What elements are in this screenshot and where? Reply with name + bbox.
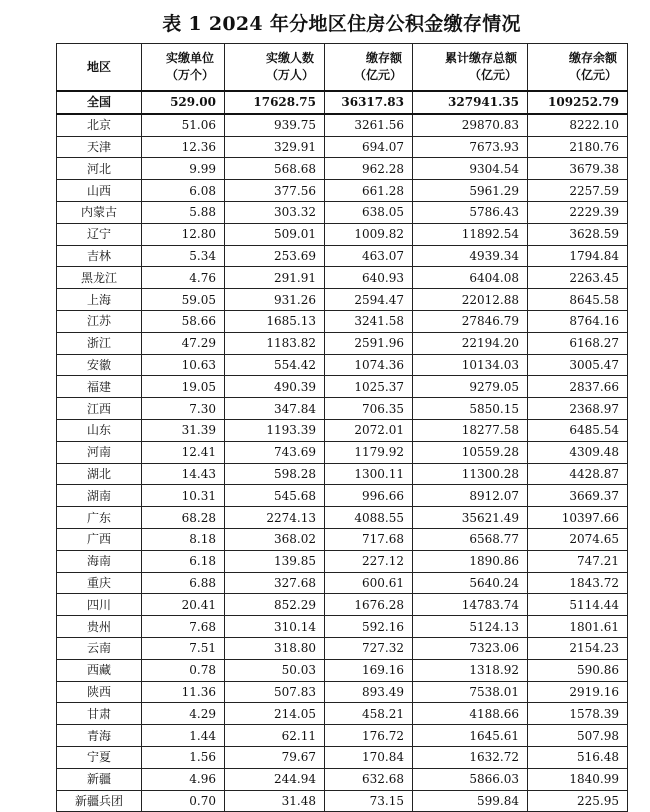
cell-balance: 6485.54 (528, 419, 628, 441)
cell-region: 北京 (57, 114, 142, 136)
cell-total: 10559.28 (413, 441, 528, 463)
cell-total: 18277.58 (413, 419, 528, 441)
cell-balance: 109252.79 (528, 91, 628, 114)
cell-region: 湖北 (57, 463, 142, 485)
cell-region: 河南 (57, 441, 142, 463)
cell-total: 11892.54 (413, 223, 528, 245)
cell-balance: 2154.23 (528, 637, 628, 659)
cell-total: 327941.35 (413, 91, 528, 114)
cell-amount: 640.93 (325, 267, 413, 289)
cell-units: 59.05 (142, 289, 225, 311)
cell-balance: 1794.84 (528, 245, 628, 267)
cell-total: 7538.01 (413, 681, 528, 703)
table-row (57, 289, 628, 311)
cell-amount: 893.49 (325, 681, 413, 703)
cell-balance: 516.48 (528, 746, 628, 768)
header-row (57, 44, 628, 92)
cell-total: 5786.43 (413, 201, 528, 223)
table-row (57, 332, 628, 354)
cell-balance: 8645.58 (528, 289, 628, 311)
cell-total: 22012.88 (413, 289, 528, 311)
cell-region: 安徽 (57, 354, 142, 376)
table-row (57, 725, 628, 747)
cell-balance: 10397.66 (528, 507, 628, 529)
header-region: 地区 (57, 44, 142, 92)
cell-people: 17628.75 (225, 91, 325, 114)
cell-units: 6.18 (142, 550, 225, 572)
table-row (57, 681, 628, 703)
cell-units: 9.99 (142, 158, 225, 180)
cell-people: 1193.39 (225, 419, 325, 441)
cell-balance: 2368.97 (528, 398, 628, 420)
table-row (57, 572, 628, 594)
cell-region: 山东 (57, 419, 142, 441)
cell-units: 68.28 (142, 507, 225, 529)
header-amount: 缴存额 （亿元） (325, 44, 413, 92)
cell-region: 贵州 (57, 616, 142, 638)
cell-total: 5124.13 (413, 616, 528, 638)
cell-region: 湖南 (57, 485, 142, 507)
cell-total: 14783.74 (413, 594, 528, 616)
cell-total: 27846.79 (413, 310, 528, 332)
cell-units: 7.51 (142, 637, 225, 659)
cell-balance: 2257.59 (528, 180, 628, 202)
cell-units: 10.63 (142, 354, 225, 376)
cell-total: 9304.54 (413, 158, 528, 180)
cell-amount: 2072.01 (325, 419, 413, 441)
header-people: 实缴人数 （万人） (225, 44, 325, 92)
table-row (57, 485, 628, 507)
cell-units: 14.43 (142, 463, 225, 485)
table-row-national (57, 91, 628, 114)
cell-total: 6568.77 (413, 528, 528, 550)
cell-region: 宁夏 (57, 746, 142, 768)
cell-region: 黑龙江 (57, 267, 142, 289)
cell-region: 重庆 (57, 572, 142, 594)
cell-region: 甘肃 (57, 703, 142, 725)
cell-units: 51.06 (142, 114, 225, 136)
table-row (57, 419, 628, 441)
cell-amount: 1009.82 (325, 223, 413, 245)
table-row (57, 768, 628, 790)
cell-people: 244.94 (225, 768, 325, 790)
table-row (57, 245, 628, 267)
cell-people: 931.26 (225, 289, 325, 311)
cell-balance: 3628.59 (528, 223, 628, 245)
cell-people: 1183.82 (225, 332, 325, 354)
cell-balance: 1801.61 (528, 616, 628, 638)
cell-people: 318.80 (225, 637, 325, 659)
cell-region: 山西 (57, 180, 142, 202)
cell-people: 50.03 (225, 659, 325, 681)
cell-people: 1685.13 (225, 310, 325, 332)
cell-balance: 1840.99 (528, 768, 628, 790)
cell-amount: 592.16 (325, 616, 413, 638)
cell-units: 5.88 (142, 201, 225, 223)
cell-amount: 4088.55 (325, 507, 413, 529)
table-body (57, 91, 628, 812)
cell-people: 509.01 (225, 223, 325, 245)
cell-units: 5.34 (142, 245, 225, 267)
cell-region: 内蒙古 (57, 201, 142, 223)
cell-amount: 176.72 (325, 725, 413, 747)
cell-region: 新疆 (57, 768, 142, 790)
cell-total: 11300.28 (413, 463, 528, 485)
cell-units: 1.44 (142, 725, 225, 747)
cell-units: 6.08 (142, 180, 225, 202)
cell-total: 6404.08 (413, 267, 528, 289)
table-row (57, 398, 628, 420)
cell-amount: 170.84 (325, 746, 413, 768)
cell-units: 0.78 (142, 659, 225, 681)
cell-units: 0.70 (142, 790, 225, 812)
cell-amount: 661.28 (325, 180, 413, 202)
cell-total: 5640.24 (413, 572, 528, 594)
cell-total: 4939.34 (413, 245, 528, 267)
cell-region: 江苏 (57, 310, 142, 332)
cell-total: 8912.07 (413, 485, 528, 507)
table-row (57, 507, 628, 529)
table-row (57, 354, 628, 376)
cell-region: 海南 (57, 550, 142, 572)
cell-people: 303.32 (225, 201, 325, 223)
table-row (57, 223, 628, 245)
cell-region: 辽宁 (57, 223, 142, 245)
cell-balance: 507.98 (528, 725, 628, 747)
cell-amount: 463.07 (325, 245, 413, 267)
cell-balance: 1578.39 (528, 703, 628, 725)
cell-units: 4.29 (142, 703, 225, 725)
cell-people: 2274.13 (225, 507, 325, 529)
cell-people: 743.69 (225, 441, 325, 463)
cell-units: 6.88 (142, 572, 225, 594)
cell-units: 47.29 (142, 332, 225, 354)
cell-region: 浙江 (57, 332, 142, 354)
cell-amount: 36317.83 (325, 91, 413, 114)
cell-units: 19.05 (142, 376, 225, 398)
cell-units: 10.31 (142, 485, 225, 507)
cell-total: 35621.49 (413, 507, 528, 529)
cell-amount: 706.35 (325, 398, 413, 420)
cell-total: 1890.86 (413, 550, 528, 572)
cell-units: 7.68 (142, 616, 225, 638)
cell-units: 7.30 (142, 398, 225, 420)
header-total: 累计缴存总额 （亿元） (413, 44, 528, 92)
cell-people: 368.02 (225, 528, 325, 550)
cell-total: 7673.93 (413, 136, 528, 158)
table-row (57, 659, 628, 681)
cell-balance: 2180.76 (528, 136, 628, 158)
cell-total: 5866.03 (413, 768, 528, 790)
table-row (57, 267, 628, 289)
cell-people: 568.68 (225, 158, 325, 180)
cell-amount: 717.68 (325, 528, 413, 550)
cell-amount: 3261.56 (325, 114, 413, 136)
table-row (57, 376, 628, 398)
table-row (57, 310, 628, 332)
cell-units: 12.36 (142, 136, 225, 158)
cell-units: 4.76 (142, 267, 225, 289)
cell-region: 新疆兵团 (57, 790, 142, 812)
housing-fund-table (56, 43, 628, 812)
cell-amount: 694.07 (325, 136, 413, 158)
table-header (57, 44, 628, 92)
cell-region: 吉林 (57, 245, 142, 267)
cell-region: 天津 (57, 136, 142, 158)
cell-total: 1632.72 (413, 746, 528, 768)
cell-people: 62.11 (225, 725, 325, 747)
table-row (57, 637, 628, 659)
cell-people: 554.42 (225, 354, 325, 376)
cell-amount: 1676.28 (325, 594, 413, 616)
cell-units: 1.56 (142, 746, 225, 768)
table-row (57, 594, 628, 616)
cell-amount: 996.66 (325, 485, 413, 507)
cell-region: 广东 (57, 507, 142, 529)
cell-people: 329.91 (225, 136, 325, 158)
cell-amount: 3241.58 (325, 310, 413, 332)
cell-balance: 2263.45 (528, 267, 628, 289)
table-row (57, 463, 628, 485)
cell-people: 507.83 (225, 681, 325, 703)
cell-balance: 2919.16 (528, 681, 628, 703)
table-row (57, 158, 628, 180)
header-balance: 缴存余额 （亿元） (528, 44, 628, 92)
cell-balance: 747.21 (528, 550, 628, 572)
cell-amount: 1074.36 (325, 354, 413, 376)
cell-total: 7323.06 (413, 637, 528, 659)
cell-amount: 600.61 (325, 572, 413, 594)
cell-total: 4188.66 (413, 703, 528, 725)
cell-units: 12.41 (142, 441, 225, 463)
cell-units: 12.80 (142, 223, 225, 245)
cell-balance: 2837.66 (528, 376, 628, 398)
cell-amount: 1179.92 (325, 441, 413, 463)
cell-balance: 5114.44 (528, 594, 628, 616)
table-row (57, 790, 628, 812)
table-row (57, 114, 628, 136)
cell-people: 31.48 (225, 790, 325, 812)
cell-balance: 3669.37 (528, 485, 628, 507)
cell-balance: 2229.39 (528, 201, 628, 223)
cell-region: 江西 (57, 398, 142, 420)
cell-people: 79.67 (225, 746, 325, 768)
cell-balance: 4428.87 (528, 463, 628, 485)
cell-total: 9279.05 (413, 376, 528, 398)
cell-people: 545.68 (225, 485, 325, 507)
cell-people: 139.85 (225, 550, 325, 572)
cell-amount: 1300.11 (325, 463, 413, 485)
cell-amount: 227.12 (325, 550, 413, 572)
table-row (57, 616, 628, 638)
table-row (57, 201, 628, 223)
header-units: 实缴单位 （万个） (142, 44, 225, 92)
cell-total: 10134.03 (413, 354, 528, 376)
cell-amount: 458.21 (325, 703, 413, 725)
cell-amount: 638.05 (325, 201, 413, 223)
cell-balance: 1843.72 (528, 572, 628, 594)
cell-people: 939.75 (225, 114, 325, 136)
cell-region: 西藏 (57, 659, 142, 681)
cell-units: 58.66 (142, 310, 225, 332)
table-row (57, 746, 628, 768)
cell-balance: 8222.10 (528, 114, 628, 136)
table-row (57, 550, 628, 572)
cell-balance: 8764.16 (528, 310, 628, 332)
cell-region: 全国 (57, 91, 142, 114)
cell-region: 河北 (57, 158, 142, 180)
cell-total: 22194.20 (413, 332, 528, 354)
cell-total: 1318.92 (413, 659, 528, 681)
cell-people: 214.05 (225, 703, 325, 725)
cell-units: 31.39 (142, 419, 225, 441)
cell-region: 四川 (57, 594, 142, 616)
cell-region: 青海 (57, 725, 142, 747)
table-row (57, 703, 628, 725)
cell-total: 1645.61 (413, 725, 528, 747)
cell-units: 4.96 (142, 768, 225, 790)
cell-units: 8.18 (142, 528, 225, 550)
table-row (57, 136, 628, 158)
cell-amount: 632.68 (325, 768, 413, 790)
cell-people: 377.56 (225, 180, 325, 202)
cell-people: 310.14 (225, 616, 325, 638)
cell-region: 陕西 (57, 681, 142, 703)
cell-people: 490.39 (225, 376, 325, 398)
cell-amount: 2591.96 (325, 332, 413, 354)
table-row (57, 180, 628, 202)
cell-amount: 962.28 (325, 158, 413, 180)
cell-balance: 225.95 (528, 790, 628, 812)
cell-amount: 169.16 (325, 659, 413, 681)
cell-people: 291.91 (225, 267, 325, 289)
cell-balance: 590.86 (528, 659, 628, 681)
cell-balance: 3005.47 (528, 354, 628, 376)
cell-amount: 727.32 (325, 637, 413, 659)
cell-amount: 73.15 (325, 790, 413, 812)
table-title: 表 1 2024 年分地区住房公积金缴存情况 (162, 13, 521, 35)
cell-region: 广西 (57, 528, 142, 550)
cell-people: 327.68 (225, 572, 325, 594)
cell-units: 20.41 (142, 594, 225, 616)
cell-balance: 3679.38 (528, 158, 628, 180)
cell-amount: 1025.37 (325, 376, 413, 398)
cell-people: 598.28 (225, 463, 325, 485)
cell-balance: 2074.65 (528, 528, 628, 550)
cell-people: 253.69 (225, 245, 325, 267)
cell-total: 5961.29 (413, 180, 528, 202)
cell-people: 347.84 (225, 398, 325, 420)
cell-balance: 4309.48 (528, 441, 628, 463)
cell-total: 599.84 (413, 790, 528, 812)
cell-balance: 6168.27 (528, 332, 628, 354)
table-row (57, 528, 628, 550)
cell-region: 上海 (57, 289, 142, 311)
cell-total: 5850.15 (413, 398, 528, 420)
cell-region: 云南 (57, 637, 142, 659)
cell-people: 852.29 (225, 594, 325, 616)
cell-units: 11.36 (142, 681, 225, 703)
table-row (57, 441, 628, 463)
cell-amount: 2594.47 (325, 289, 413, 311)
cell-region: 福建 (57, 376, 142, 398)
cell-total: 29870.83 (413, 114, 528, 136)
cell-units: 529.00 (142, 91, 225, 114)
